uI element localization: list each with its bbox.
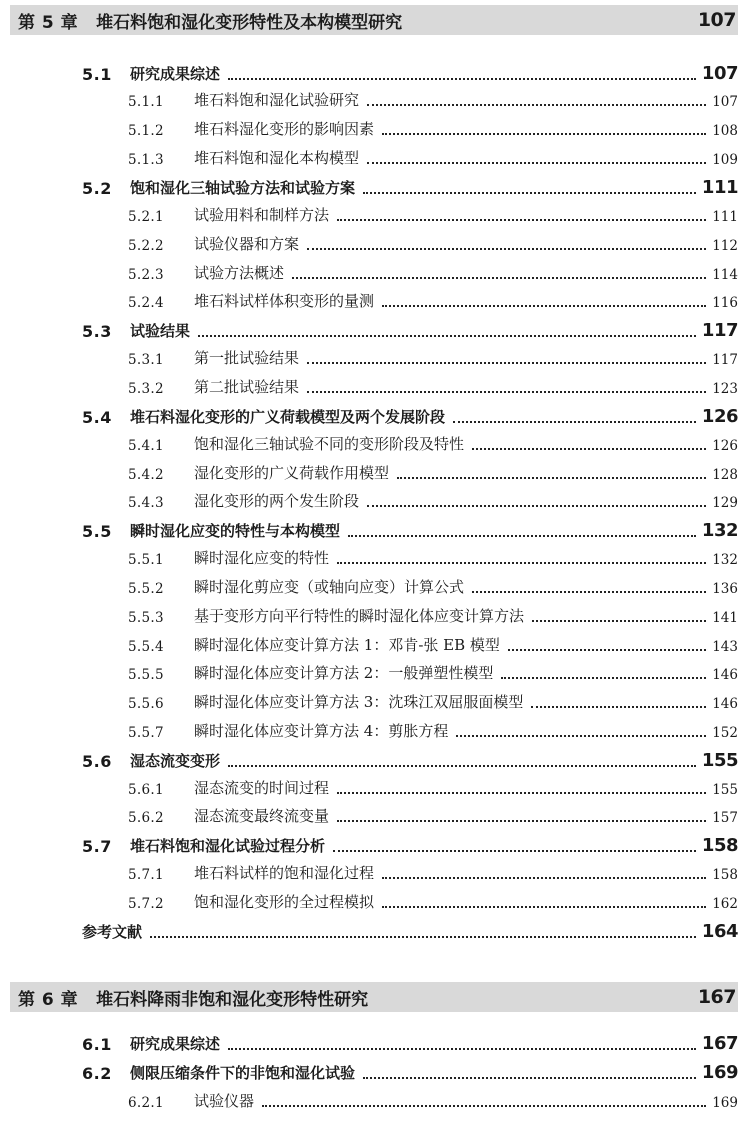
subsection-number: 5.4.2 [128, 467, 164, 483]
subsection-page: 126 [712, 438, 738, 454]
dot-leader [382, 877, 706, 879]
dot-leader [382, 305, 706, 307]
toc-subsection-5-1-1[interactable] [128, 86, 738, 110]
subsection-title: 第二批试验结果 [194, 378, 300, 396]
subsection-page: 152 [712, 725, 738, 741]
section-title: 试验结果 [130, 322, 191, 340]
section-number: 5.5 [82, 522, 112, 541]
section-page: 158 [701, 835, 738, 856]
subsection-number: 5.3.1 [128, 352, 164, 368]
subsection-page: 117 [712, 352, 738, 368]
subsection-number: 5.5.1 [128, 552, 164, 568]
subsection-title: 试验用料和制样方法 [194, 206, 330, 224]
subsection-page: 155 [712, 782, 738, 798]
dot-leader [382, 133, 706, 135]
dot-leader [337, 820, 706, 822]
toc-subsection-5-4-2[interactable] [128, 459, 738, 483]
toc-subsection-5-5-1[interactable] [128, 544, 738, 568]
section-number: 5.2 [82, 179, 112, 198]
dot-leader [292, 277, 706, 279]
subsection-number: 5.2.3 [128, 267, 164, 283]
subsection-number: 5.5.2 [128, 581, 164, 597]
chapter-page: 107 [697, 9, 736, 31]
subsection-page: 108 [712, 123, 738, 139]
subsection-title: 湿化变形的两个发生阶段 [194, 492, 360, 510]
subsection-number: 5.6.1 [128, 782, 164, 798]
subsection-page: 136 [712, 581, 738, 597]
subsection-title: 瞬时湿化体应变计算方法 1：邓肯-张 EB 模型 [194, 636, 500, 654]
toc-references[interactable] [82, 916, 738, 942]
toc-subsection-5-5-2[interactable] [128, 573, 738, 597]
subsection-page: 109 [712, 152, 738, 168]
subsection-title: 瞬时湿化应变的特性 [194, 549, 330, 567]
dot-leader [307, 248, 706, 250]
toc-subsection-5-3-2[interactable] [128, 373, 738, 397]
dot-leader [367, 162, 706, 164]
section-title: 研究成果综述 [130, 65, 221, 83]
subsection-page: 146 [712, 667, 738, 683]
toc-subsection-5-5-5[interactable] [128, 659, 738, 683]
section-page: 126 [701, 406, 738, 427]
dot-leader [397, 477, 706, 479]
section-page: 117 [701, 320, 738, 341]
subsection-number: 5.5.4 [128, 639, 164, 655]
toc-subsection-5-4-1[interactable] [128, 430, 738, 454]
subsection-page: 114 [712, 267, 738, 283]
section-number: 5.7 [82, 837, 112, 856]
subsection-number: 6.2.1 [128, 1095, 164, 1111]
section-title: 湿态流变变形 [130, 752, 221, 770]
toc-section-5-5[interactable] [82, 515, 738, 541]
dot-leader [337, 792, 706, 794]
subsection-title: 第一批试验结果 [194, 349, 300, 367]
toc-subsection-5-4-3[interactable] [128, 487, 738, 511]
chapter-page: 167 [697, 986, 736, 1008]
dot-leader [337, 219, 706, 221]
toc-subsection-5-2-1[interactable] [128, 201, 738, 225]
chapter-title: 堆石料降雨非饱和湿化变形特性研究 [96, 989, 369, 1010]
subsection-page: 107 [712, 94, 738, 110]
dot-leader [228, 765, 696, 767]
dot-leader [456, 735, 706, 737]
subsection-title: 堆石料试样体积变形的量测 [194, 292, 375, 310]
subsection-page: 112 [712, 238, 738, 254]
subsection-title: 试验仪器和方案 [194, 235, 300, 253]
subsection-number: 5.5.5 [128, 667, 164, 683]
toc-section-5-6[interactable] [82, 745, 738, 771]
section-number: 5.1 [82, 65, 112, 84]
subsection-number: 5.7.2 [128, 896, 164, 912]
dot-leader [348, 535, 696, 537]
subsection-title: 湿态流变的时间过程 [194, 779, 330, 797]
subsection-title: 堆石料湿化变形的影响因素 [194, 120, 375, 138]
subsection-page: 123 [712, 381, 738, 397]
chapter-5-header[interactable] [10, 5, 738, 35]
subsection-title: 试验仪器 [194, 1092, 255, 1110]
toc-section-5-7[interactable] [82, 830, 738, 856]
subsection-title: 堆石料饱和湿化试验研究 [194, 91, 360, 109]
section-title: 侧限压缩条件下的非饱和湿化试验 [130, 1064, 356, 1082]
section-title: 瞬时湿化应变的特性与本构模型 [130, 522, 341, 540]
toc-subsection-5-2-4[interactable] [128, 287, 738, 311]
subsection-page: 116 [712, 295, 738, 311]
dot-leader [337, 562, 706, 564]
subsection-title: 湿态流变最终流变量 [194, 807, 330, 825]
subsection-title: 堆石料饱和湿化本构模型 [194, 149, 360, 167]
section-title: 堆石料饱和湿化试验过程分析 [130, 837, 326, 855]
section-page: 169 [701, 1062, 738, 1083]
dot-leader [307, 362, 706, 364]
toc-subsection-5-1-2[interactable] [128, 115, 738, 139]
toc-section-6-2[interactable] [82, 1057, 738, 1083]
toc-subsection-5-2-3[interactable] [128, 259, 738, 283]
subsection-title: 饱和湿化三轴试验不同的变形阶段及特性 [194, 435, 465, 453]
subsection-page: 157 [712, 810, 738, 826]
subsection-page: 111 [712, 209, 738, 225]
subsection-title: 堆石料试样的饱和湿化过程 [194, 864, 375, 882]
subsection-title: 饱和湿化变形的全过程模拟 [194, 893, 375, 911]
chapter-number: 第 6 章 [18, 989, 79, 1010]
dot-leader [382, 906, 706, 908]
references-title: 参考文献 [82, 923, 143, 941]
subsection-page: 162 [712, 896, 738, 912]
subsection-page: 128 [712, 467, 738, 483]
section-title: 堆石料湿化变形的广义荷载模型及两个发展阶段 [130, 408, 446, 426]
subsection-number: 5.1.3 [128, 152, 164, 168]
subsection-number: 5.2.4 [128, 295, 164, 311]
dot-leader [333, 850, 696, 852]
dot-leader [472, 591, 706, 593]
subsection-page: 129 [712, 495, 738, 511]
dot-leader [228, 1048, 696, 1050]
chapter-6-header[interactable] [10, 982, 738, 1012]
toc-subsection-5-5-6[interactable] [128, 688, 738, 712]
subsection-number: 5.5.3 [128, 610, 164, 626]
subsection-number: 5.3.2 [128, 381, 164, 397]
toc-subsection-5-3-1[interactable] [128, 344, 738, 368]
toc-section-5-4[interactable] [82, 401, 738, 427]
subsection-page: 146 [712, 696, 738, 712]
subsection-number: 5.5.6 [128, 696, 164, 712]
section-page: 111 [701, 177, 738, 198]
toc-section-6-1[interactable] [82, 1028, 738, 1054]
section-number: 6.1 [82, 1035, 112, 1054]
dot-leader [363, 1077, 696, 1079]
section-number: 5.4 [82, 408, 112, 427]
toc-subsection-5-1-3[interactable] [128, 144, 738, 168]
subsection-page: 143 [712, 639, 738, 655]
subsection-page: 169 [712, 1095, 738, 1111]
toc-subsection-5-5-3[interactable] [128, 602, 738, 626]
toc-subsection-5-6-2[interactable] [128, 802, 738, 826]
dot-leader [363, 192, 696, 194]
chapter-title: 堆石料饱和湿化变形特性及本构模型研究 [96, 12, 403, 33]
subsection-number: 5.1.1 [128, 94, 164, 110]
toc-section-5-1[interactable] [82, 58, 738, 84]
toc-subsection-5-7-1[interactable] [128, 859, 738, 883]
subsection-number: 5.2.2 [128, 238, 164, 254]
section-page: 107 [701, 63, 738, 84]
section-page: 167 [701, 1033, 738, 1054]
toc-subsection-5-6-1[interactable] [128, 774, 738, 798]
subsection-number: 5.5.7 [128, 725, 164, 741]
subsection-number: 5.2.1 [128, 209, 164, 225]
subsection-title: 瞬时湿化体应变计算方法 4：剪胀方程 [194, 722, 449, 740]
dot-leader [532, 620, 706, 622]
subsection-number: 5.4.1 [128, 438, 164, 454]
dot-leader [198, 335, 696, 337]
subsection-page: 132 [712, 552, 738, 568]
section-number: 5.6 [82, 752, 112, 771]
toc-subsection-5-2-2[interactable] [128, 230, 738, 254]
section-number: 5.3 [82, 322, 112, 341]
toc-section-5-3[interactable] [82, 315, 738, 341]
subsection-number: 5.6.2 [128, 810, 164, 826]
dot-leader [453, 421, 696, 423]
subsection-title: 试验方法概述 [194, 264, 285, 282]
dot-leader [150, 936, 696, 938]
dot-leader [228, 78, 696, 80]
toc-subsection-5-5-4[interactable] [128, 631, 738, 655]
subsection-title: 瞬时湿化体应变计算方法 3：沈珠江双屈服面模型 [194, 693, 524, 711]
references-page: 164 [701, 921, 738, 942]
subsection-title: 瞬时湿化体应变计算方法 2：一般弹塑性模型 [194, 664, 494, 682]
dot-leader [531, 706, 706, 708]
subsection-number: 5.7.1 [128, 867, 164, 883]
section-title: 饱和湿化三轴试验方法和试验方案 [130, 179, 356, 197]
subsection-title: 湿化变形的广义荷载作用模型 [194, 464, 390, 482]
section-title: 研究成果综述 [130, 1035, 221, 1053]
toc-section-5-2[interactable] [82, 172, 738, 198]
section-page: 155 [701, 750, 738, 771]
chapter-number: 第 5 章 [18, 12, 79, 33]
toc-subsection-5-5-7[interactable] [128, 717, 738, 741]
dot-leader [472, 448, 706, 450]
subsection-number: 5.1.2 [128, 123, 164, 139]
dot-leader [307, 391, 706, 393]
toc-subsection-5-7-2[interactable] [128, 888, 738, 912]
subsection-title: 瞬时湿化剪应变（或轴向应变）计算公式 [194, 578, 465, 596]
dot-leader [367, 104, 706, 106]
dot-leader [508, 649, 706, 651]
toc-subsection-6-2-1[interactable] [128, 1087, 738, 1111]
dot-leader [262, 1105, 706, 1107]
subsection-page: 158 [712, 867, 738, 883]
subsection-title: 基于变形方向平行特性的瞬时湿化体应变计算方法 [194, 607, 525, 625]
section-page: 132 [701, 520, 738, 541]
dot-leader [501, 677, 706, 679]
subsection-page: 141 [712, 610, 738, 626]
section-number: 6.2 [82, 1064, 112, 1083]
subsection-number: 5.4.3 [128, 495, 164, 511]
dot-leader [367, 505, 706, 507]
